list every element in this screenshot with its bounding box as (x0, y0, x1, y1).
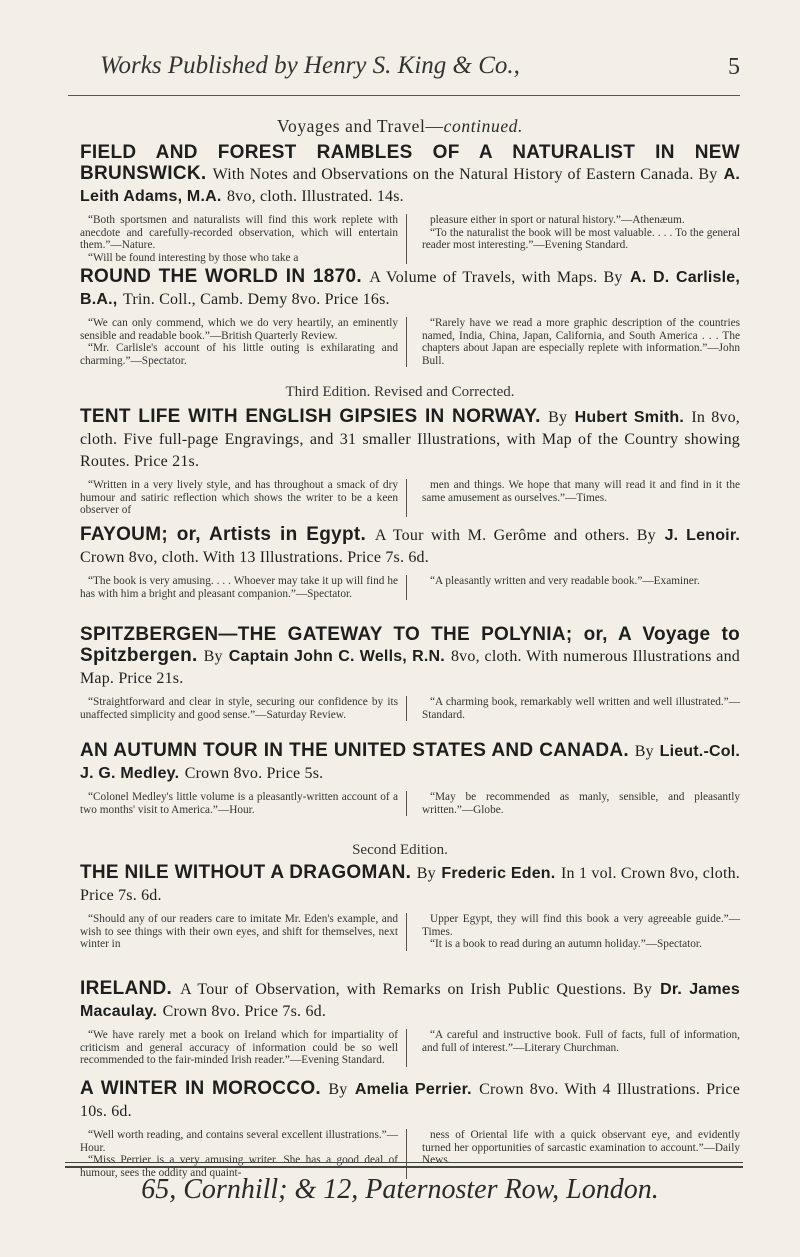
book-title: AN AUTUMN TOUR IN THE UNITED STATES AND CANADA. (80, 740, 629, 761)
review-quotes (80, 696, 740, 721)
entry-title-block (80, 624, 740, 689)
book-description: By (328, 1081, 348, 1098)
page-number: 5 (728, 54, 740, 80)
book-publication: Trin. Coll., Camb. Demy 8vo. Price 16s. (122, 291, 390, 308)
running-head (100, 52, 740, 92)
book-description: By (203, 648, 223, 665)
edition-note: Second Edition. (352, 842, 448, 858)
review-quote: “It is a book to read during an autumn holiday.”—Spectator. (430, 938, 702, 951)
quotes-left (80, 1129, 407, 1179)
footer-rule-thick (65, 1166, 743, 1168)
book-description: By (548, 409, 568, 426)
book-entry-spitzbergen (80, 624, 740, 721)
review-quote: “Mr. Carlisle's account of his little outing is exhilarating and charming.”—Spectator. (80, 342, 398, 367)
review-quotes (80, 317, 740, 367)
review-quote: “Will be found interesting by those who take a (88, 251, 299, 264)
book-author: Lieut.-Col. J. G. Medley. (80, 743, 741, 782)
review-quote: men and things. We hope that many will read it and find in it the same amusement as ourselves.”—Times. (422, 479, 740, 504)
quotes-right (422, 696, 740, 721)
review-quote: “Miss Perrier is a very amusing writer. She has a good deal of humour, sees the oddity and quaint- (80, 1154, 398, 1179)
book-author: A. D. Carlisle, B.A., (80, 269, 741, 308)
review-quote: “To the naturalist the book will be most valuable. . . . To the general reader most interesting.”—Evening Standard. (422, 226, 740, 252)
quotes-right (422, 913, 740, 951)
book-description: By (416, 865, 436, 882)
book-author: Hubert Smith. (574, 409, 684, 426)
book-description: A Tour with M. Gerôme and others. By (374, 527, 656, 544)
book-title: ROUND THE WORLD IN 1870. (80, 266, 362, 287)
review-quote: Upper Egypt, they will find this book a very agreeable guide.”—Times. (422, 913, 740, 938)
review-quotes (80, 214, 740, 264)
book-author: J. Lenoir. (664, 527, 741, 544)
book-publication: Crown 8vo. Price 7s. 6d. (162, 1003, 327, 1020)
review-quote: “A careful and instructive book. Full of facts, full of information, and full of interest.”—Literary Churchman. (422, 1029, 740, 1054)
quotes-left (80, 791, 407, 816)
book-description: By (634, 743, 654, 760)
entry-title-block (80, 142, 740, 207)
book-author: A. Leith Adams, M.A. (80, 166, 741, 205)
book-author: Amelia Perrier. (354, 1081, 472, 1098)
review-quote: “Rarely have we read a more graphic description of the countries named, India, China, Japan, California, and South America . . . The chapters about Japan are especially replete with information.”—John Bull. (422, 317, 740, 367)
review-quote: “Well worth reading, and contains several excellent illustrations.”—Hour. (80, 1129, 398, 1154)
book-title: FAYOUM; or, Artists in Egypt. (80, 524, 367, 545)
section-heading-continued: continued. (443, 116, 524, 136)
running-title: Works Published by Henry S. King & Co., (100, 52, 520, 79)
entry-title-block (80, 266, 740, 310)
review-quote: “Colonel Medley's little volume is a pleasantly-written account of a two months' visit to America.”—Hour. (80, 791, 398, 816)
review-quote: “Should any of our readers care to imitate Mr. Eden's example, and wish to see things with their own eyes, and shift for themselves, next winter in (80, 913, 398, 951)
quotes-left (80, 1029, 407, 1067)
book-publication: Crown 8vo. With 4 Illustrations. Price 10s. 6d. (80, 1081, 741, 1120)
book-title: SPITZBERGEN—THE GATEWAY TO THE POLYNIA; or, A Voyage to Spitzbergen. (80, 624, 740, 666)
review-quote: “We have rarely met a book on Ireland which for impartiality of criticism and general accuracy of information could be so well recommended to the fair-minded Irish reader.”—Evening Standard. (80, 1029, 398, 1067)
entry-title-block (80, 1078, 740, 1122)
quotes-left (80, 214, 407, 264)
publisher-imprint: 65, Cornhill; & 12, Paternoster Row, London. (141, 1174, 659, 1205)
book-title: TENT LIFE WITH ENGLISH GIPSIES IN NORWAY. (80, 406, 541, 427)
quotes-right (422, 791, 740, 816)
book-publication: In 8vo, cloth. Five full-page Engravings, and 31 smaller Illustrations, with Map of the Country showing Routes. Price 21s. (80, 409, 741, 470)
book-entry-nile (80, 862, 740, 951)
book-entry-fayoum (80, 524, 740, 600)
review-quote: “May be recommended as manly, sensible, and pleasantly written.”—Globe. (422, 791, 740, 816)
quotes-left (80, 913, 407, 951)
book-entry-ireland (80, 978, 740, 1067)
edition-note: Third Edition. Revised and Corrected. (285, 384, 515, 400)
book-publication: Crown 8vo. Price 5s. (184, 765, 324, 782)
quotes-right (422, 317, 740, 367)
review-quotes (80, 575, 740, 600)
review-quotes (80, 791, 740, 816)
book-publication: Crown 8vo, cloth. With 13 Illustrations. Price 7s. 6d. (80, 549, 429, 566)
book-title: A WINTER IN MOROCCO. (80, 1078, 322, 1099)
book-entry-round-the-world (80, 266, 740, 367)
review-quote: “The book is very amusing. . . . Whoever may take it up will find he has with him a bright and pleasant companion.”—Spectator. (80, 575, 398, 600)
review-quote: “We can only commend, which we do very heartily, an eminently sensible and readable book.”—British Quarterly Review. (80, 317, 398, 342)
review-quote: “Straightforward and clear in style, securing our confidence by its unaffected simplicity and good sense.”—Saturday Review. (80, 696, 398, 721)
review-quote: “Written in a very lively style, and has throughout a smack of dry humour and satiric reflection which shows the writer to be a keen observer of (80, 479, 398, 517)
quotes-right (422, 1029, 740, 1067)
entry-title-block (80, 978, 740, 1022)
review-quotes (80, 1129, 740, 1179)
book-entry-autumn-tour (80, 740, 740, 816)
footer-rule (65, 1162, 743, 1163)
book-entry-tent-life (80, 406, 740, 517)
entry-title-block (80, 406, 740, 472)
book-author: Captain John C. Wells, R.N. (228, 648, 445, 665)
book-title: THE NILE WITHOUT A DRAGOMAN. (80, 862, 412, 883)
head-rule (68, 95, 740, 96)
section-heading (0, 116, 800, 137)
entry-title-block (80, 862, 740, 906)
book-description: A Tour of Observation, with Remarks on Irish Public Questions. By (180, 981, 653, 998)
book-publication: 8vo, cloth. With numerous Illustrations and Map. Price 21s. (80, 648, 741, 687)
book-entry-field-and-forest (80, 142, 740, 264)
review-quotes (80, 913, 740, 951)
quotes-left (80, 696, 407, 721)
review-quote: “Both sportsmen and naturalists will find this work replete with anecdote and carefully-recorded observation, which will entertain them.”—Nature. (80, 214, 398, 252)
quotes-right (422, 575, 740, 600)
review-quote: pleasure either in sport or natural history.”—Athenæum. (430, 214, 685, 226)
book-description: A Volume of Travels, with Maps. By (369, 269, 623, 286)
book-title: IRELAND. (80, 978, 173, 999)
quotes-left (80, 317, 407, 367)
review-quotes (80, 479, 740, 517)
quotes-right (422, 214, 740, 264)
book-entry-winter-in-morocco (80, 1078, 740, 1179)
book-author: Dr. James Macaulay. (80, 981, 741, 1020)
review-quote: “A pleasantly written and very readable book.”—Examiner. (430, 575, 700, 587)
quotes-right (422, 479, 740, 517)
book-publication: In 1 vol. Crown 8vo, cloth. Price 7s. 6d. (80, 865, 740, 904)
quotes-left (80, 575, 407, 600)
section-heading-main: Voyages and Travel— (276, 116, 444, 136)
review-quote: “A charming book, remarkably well written and well illustrated.”—Standard. (422, 696, 740, 721)
entry-title-block (80, 524, 740, 568)
review-quotes (80, 1029, 740, 1067)
book-author: Frederic Eden. (441, 865, 556, 882)
quotes-left (80, 479, 407, 517)
review-quote: ness of Oriental life with a quick observant eye, and evidently turned her opportunities of sarcastic examination to account.”—Daily News. (422, 1129, 740, 1167)
entry-title-block (80, 740, 740, 784)
quotes-right (422, 1129, 740, 1179)
book-publication: 8vo, cloth. Illustrated. 14s. (226, 188, 404, 205)
book-title: FIELD AND FOREST RAMBLES OF A NATURALIST IN NEW BRUNSWICK. (80, 142, 740, 184)
book-description: With Notes and Observations on the Natural History of Eastern Canada. By (212, 166, 718, 183)
